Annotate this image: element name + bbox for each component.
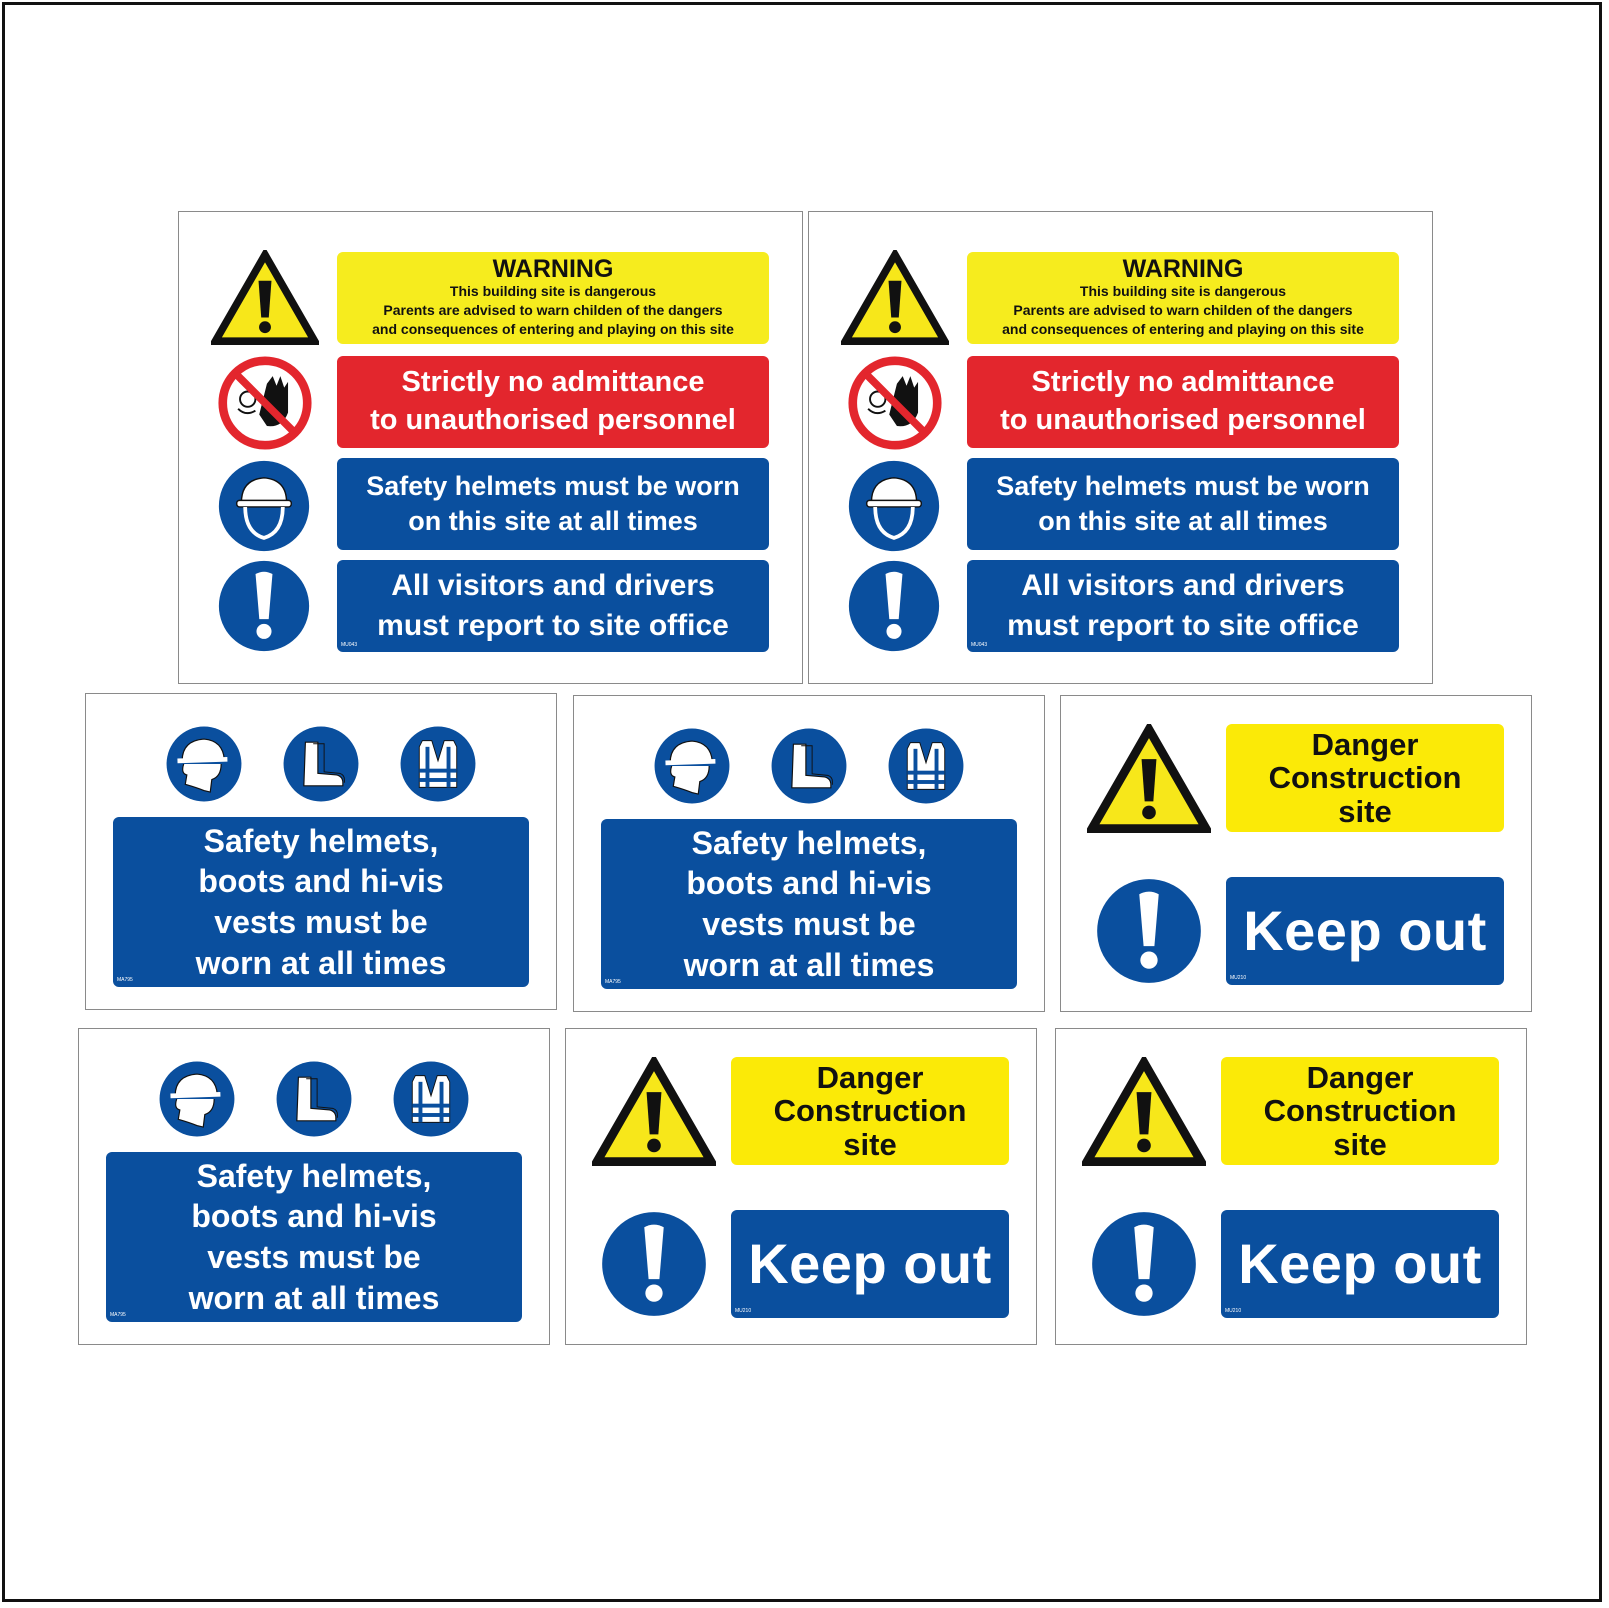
danger-sign xyxy=(1060,695,1532,1012)
danger-panel xyxy=(1221,1057,1499,1165)
keep-out-text: Keep out xyxy=(1243,899,1487,962)
visitors-line: must report to site office xyxy=(1007,609,1359,642)
danger-panel xyxy=(731,1057,1009,1165)
no-admittance-line: Strictly no admittance xyxy=(1031,366,1335,399)
no-admittance-line: to unauthorised personnel xyxy=(1000,404,1366,436)
ppe-line: vests must be xyxy=(702,906,916,942)
ppe-line: worn at all times xyxy=(195,944,447,981)
ppe-sign xyxy=(78,1028,550,1345)
ppe-line: Safety helmets, xyxy=(203,822,439,859)
warning-panel xyxy=(337,252,769,344)
danger-line: Construction xyxy=(1263,1093,1457,1129)
ppe-panel xyxy=(106,1152,522,1322)
exclamation-mark-icon xyxy=(1090,1210,1198,1318)
warning-triangle-icon xyxy=(1082,1057,1206,1167)
warning-panel xyxy=(967,252,1399,344)
ppe-panel xyxy=(601,819,1017,989)
multi-message-sign xyxy=(808,211,1433,684)
warning-line: Parents are advised to warn childen of the dangers xyxy=(1013,302,1353,319)
warning-line: This building site is dangerous xyxy=(449,283,657,300)
warning-title: WARNING xyxy=(492,255,614,284)
ppe-line: Safety helmets, xyxy=(691,824,927,861)
hard-hat-icon xyxy=(847,459,941,553)
danger-line: site xyxy=(1333,1126,1387,1162)
warning-line: and consequences of entering and playing on this site xyxy=(1002,320,1364,337)
sign-code: MU210 xyxy=(735,1308,752,1315)
danger-line: Construction xyxy=(1268,760,1462,796)
multi-message-sign xyxy=(178,211,803,684)
no-admittance-line: Strictly no admittance xyxy=(401,366,705,399)
ppe-line: vests must be xyxy=(207,1239,421,1275)
ppe-line: worn at all times xyxy=(188,1279,440,1316)
helmets-panel xyxy=(337,458,769,550)
visitors-line: All visitors and drivers xyxy=(391,568,715,602)
ppe-line: Safety helmets, xyxy=(196,1157,432,1194)
helmets-line: Safety helmets must be worn xyxy=(366,470,740,501)
warning-triangle-icon xyxy=(211,250,319,346)
sign-code: MA795 xyxy=(605,979,621,986)
ppe-line: worn at all times xyxy=(683,946,935,983)
danger-sign xyxy=(565,1028,1037,1345)
sign-code: MU043 xyxy=(341,642,358,649)
danger-panel xyxy=(1226,724,1504,832)
warning-line: Parents are advised to warn childen of the dangers xyxy=(383,302,723,319)
exclamation-mark-icon xyxy=(600,1210,708,1318)
danger-line: site xyxy=(843,1126,897,1162)
hard-hat-icon xyxy=(653,727,731,805)
visitors-panel xyxy=(967,560,1399,652)
no-entry-hand-icon xyxy=(847,355,943,451)
safety-boots-icon xyxy=(770,727,848,805)
sign-code: MU210 xyxy=(1230,975,1247,982)
keep-out-panel xyxy=(1221,1210,1499,1318)
visitors-line: All visitors and drivers xyxy=(1021,568,1345,602)
exclamation-mark-icon xyxy=(847,559,941,653)
warning-triangle-icon xyxy=(592,1057,716,1167)
danger-line: site xyxy=(1338,793,1392,829)
danger-sign xyxy=(1055,1028,1527,1345)
ppe-line: boots and hi-vis xyxy=(191,1198,437,1235)
helmets-line: Safety helmets must be worn xyxy=(996,470,1370,501)
hard-hat-icon xyxy=(165,725,243,803)
visitors-line: must report to site office xyxy=(377,609,729,642)
keep-out-text: Keep out xyxy=(1238,1232,1482,1295)
sign-code: MU210 xyxy=(1225,1308,1242,1315)
exclamation-mark-icon xyxy=(217,559,311,653)
no-admittance-line: to unauthorised personnel xyxy=(370,404,736,436)
hi-vis-vest-icon xyxy=(887,727,965,805)
safety-boots-icon xyxy=(275,1060,353,1138)
danger-line: Danger xyxy=(1311,726,1419,762)
keep-out-panel xyxy=(731,1210,1009,1318)
warning-line: and consequences of entering and playing on this site xyxy=(372,320,734,337)
visitors-panel xyxy=(337,560,769,652)
hi-vis-vest-icon xyxy=(392,1060,470,1138)
ppe-line: boots and hi-vis xyxy=(198,863,444,900)
keep-out-text: Keep out xyxy=(748,1232,992,1295)
no-admittance-panel xyxy=(337,356,769,448)
keep-out-panel xyxy=(1226,877,1504,985)
warning-line: This building site is dangerous xyxy=(1079,283,1287,300)
sign-code: MA795 xyxy=(117,977,133,984)
no-entry-hand-icon xyxy=(217,355,313,451)
hi-vis-vest-icon xyxy=(399,725,477,803)
hard-hat-icon xyxy=(217,459,311,553)
sign-code: MA795 xyxy=(110,1312,126,1319)
safety-boots-icon xyxy=(282,725,360,803)
warning-triangle-icon xyxy=(841,250,949,346)
danger-line: Danger xyxy=(1306,1059,1414,1095)
sign-code: MU043 xyxy=(971,642,988,649)
helmets-line: on this site at all times xyxy=(408,506,698,536)
ppe-line: boots and hi-vis xyxy=(686,865,932,902)
no-admittance-panel xyxy=(967,356,1399,448)
warning-triangle-icon xyxy=(1087,724,1211,834)
danger-line: Danger xyxy=(816,1059,924,1095)
exclamation-mark-icon xyxy=(1095,877,1203,985)
danger-line: Construction xyxy=(773,1093,967,1129)
warning-title: WARNING xyxy=(1122,255,1244,284)
ppe-panel xyxy=(113,817,529,987)
ppe-sign xyxy=(85,693,557,1010)
helmets-line: on this site at all times xyxy=(1038,506,1328,536)
ppe-sign xyxy=(573,695,1045,1012)
helmets-panel xyxy=(967,458,1399,550)
hard-hat-icon xyxy=(158,1060,236,1138)
ppe-line: vests must be xyxy=(214,904,428,940)
